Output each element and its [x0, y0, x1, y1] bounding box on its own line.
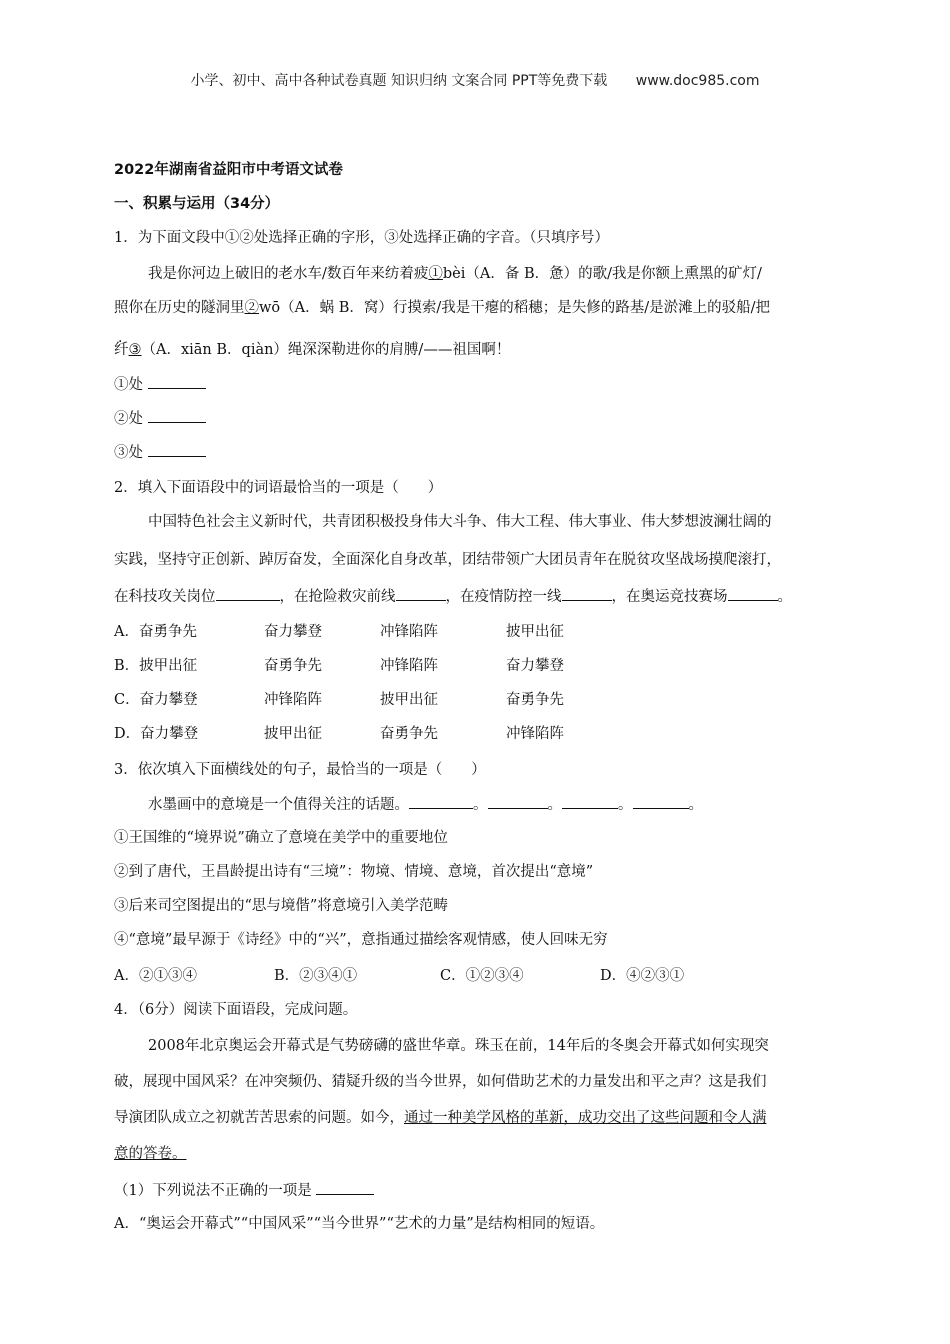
- q2-option-c[interactable]: [114, 690, 564, 710]
- q4-passage-line3: [114, 1108, 767, 1128]
- q1-p1b: bèi（A．备 B．惫）的歌/我是你额上熏黑的矿灯/: [442, 266, 762, 282]
- page-header: [0, 70, 950, 90]
- q4-p3a: 导演团队成立之初就苦苦思索的问题。如今，: [114, 1110, 404, 1126]
- q3-blank-2[interactable]: [488, 794, 548, 809]
- q4-sub1: [114, 1180, 374, 1201]
- exam-title: 2022年湖南省益阳市中考语文试卷: [114, 162, 343, 178]
- q2-option-c-3: 披甲出征: [380, 692, 438, 708]
- q1-answer-3: [114, 442, 206, 463]
- q1-passage-line2: [114, 298, 770, 318]
- q2-p3c: ，在疫情防控一线: [445, 589, 562, 605]
- q3-option-c[interactable]: C．①②③④: [440, 968, 524, 984]
- q2-blank-4[interactable]: [728, 586, 778, 601]
- q3-p1: 水墨画中的意境是一个值得关注的话题。: [148, 797, 409, 813]
- q2-option-b[interactable]: [114, 656, 564, 676]
- q1-stem: 1．为下面文段中①②处选择正确的字形，③处选择正确的字音。（只填序号）: [114, 230, 609, 246]
- q3-sentence-4: ④“意境”最早源于《诗经》中的“兴”，意指通过描绘客观情感，使人回味无穷: [114, 932, 608, 948]
- q1-answer-blank-2[interactable]: [148, 408, 206, 423]
- q1-answer-blank-1[interactable]: [148, 374, 206, 389]
- q1-mark3: ③: [128, 342, 142, 358]
- q1-p2b: wō（A．蜗 B．窝）行摸索/我是干瘪的稻穗；是失修的路基/是淤滩上的驳船/把: [259, 300, 771, 316]
- q1-passage-line3: [114, 340, 510, 360]
- q3-sentence-2: ②到了唐代，王昌龄提出诗有“三境”：物境、情境、意境，首次提出“意境”: [114, 864, 594, 880]
- q3-blank-3[interactable]: [562, 794, 618, 809]
- q1-p1: 我是你河边上破旧的老水车/数百年来纺着疲: [148, 266, 429, 282]
- q2-option-c-1: C．奋力攀登: [114, 692, 198, 708]
- q1-mark1: ①: [428, 266, 443, 282]
- q2-option-d-4: 冲锋陷阵: [506, 726, 564, 742]
- q2-passage-line3: [114, 586, 792, 607]
- section-heading: 一、积累与运用（34分）: [114, 196, 280, 212]
- q1-answer-label-1: ①处: [114, 377, 143, 393]
- q1-answer-label-2: ②处: [114, 411, 143, 427]
- q2-blank-2[interactable]: [396, 586, 446, 601]
- q2-blank-3[interactable]: [562, 586, 612, 601]
- q1-answer-2: [114, 408, 206, 429]
- q3-stem: 3．依次填入下面横线处的句子，最恰当的一项是（ ）: [114, 762, 486, 778]
- q2-stem: 2．填入下面语段中的词语最恰当的一项是（ ）: [114, 480, 443, 496]
- q1-passage-line1: [148, 264, 762, 284]
- q3-option-b[interactable]: B．②③④①: [274, 968, 358, 984]
- q2-option-d-3: 奋勇争先: [380, 726, 438, 742]
- q2-option-a-2: 奋力攀登: [264, 624, 322, 640]
- q4-passage-line4: [114, 1144, 187, 1164]
- q2-option-a-3: 冲锋陷阵: [380, 624, 438, 640]
- q3-sentence-3: ③后来司空图提出的“思与境偕”将意境引入美学范畴: [114, 898, 448, 914]
- q3-options: [114, 966, 684, 986]
- q2-option-b-1: B．披甲出征: [114, 658, 198, 674]
- q2-option-c-2: 冲锋陷阵: [264, 692, 322, 708]
- q4-passage-line1: 2008年北京奥运会开幕式是气势磅礴的盛世华章。珠玉在前，14年后的冬奥会开幕式如何实现突: [148, 1038, 769, 1054]
- q3-blank-4[interactable]: [633, 794, 689, 809]
- q2-option-b-3: 冲锋陷阵: [380, 658, 438, 674]
- q4-passage-line2: 破，展现中国风采？在冲突频仍、猜疑升级的当今世界，如何借助艺术的力量发出和平之声？这是我们: [114, 1074, 767, 1090]
- q2-passage-line2: 实践，坚持守正创新、踔厉奋发，全面深化自身改革，团结带领广大团员青年在脱贫攻坚战场摸爬滚打，: [114, 552, 781, 568]
- q2-option-b-4: 奋力攀登: [506, 658, 564, 674]
- q3-blank-1[interactable]: [409, 794, 473, 809]
- q3-passage: 水墨画中的意境是一个值得关注的话题。 。 。 。 。: [148, 794, 703, 815]
- q2-p3b: ，在抢险救灾前线: [279, 589, 396, 605]
- q2-option-d-2: 披甲出征: [264, 726, 322, 742]
- q4-sub1-label: （1）下列说法不正确的一项是: [114, 1183, 312, 1199]
- q2-passage-line1: 中国特色社会主义新时代，共青团积极投身伟大斗争、伟大工程、伟大事业、伟大梦想波澜壮阔的: [148, 514, 772, 530]
- q1-p3b: （A．xiān B．qiàn）绳深深勒进你的肩膊/——祖国啊！: [141, 342, 511, 358]
- q2-option-d[interactable]: [114, 724, 564, 744]
- q2-option-d-1: D．奋力攀登: [114, 726, 199, 742]
- q3-option-d[interactable]: D．④②③①: [600, 968, 685, 984]
- header-site[interactable]: www.doc985.com: [635, 73, 760, 89]
- q2-p3a: 在科技攻关岗位: [114, 589, 216, 605]
- q4-underlined-2: 意的答卷。: [114, 1146, 187, 1162]
- q2-p3d: ，在奥运竞技赛场: [611, 589, 728, 605]
- q1-p2: 照你在历史的隧洞里: [114, 300, 245, 316]
- q2-blank-1[interactable]: [216, 586, 280, 601]
- q4-underlined-1: 通过一种美学风格的革新，成功交出了这些问题和令人满: [404, 1110, 767, 1126]
- q2-option-c-4: 奋勇争先: [506, 692, 564, 708]
- q4-sub1-blank[interactable]: [316, 1180, 374, 1195]
- q1-answer-1: [114, 374, 206, 395]
- q3-option-a[interactable]: A．②①③④: [114, 968, 197, 984]
- q2-option-a[interactable]: [114, 622, 564, 642]
- q1-p3a: 纤: [114, 342, 129, 358]
- q1-answer-label-3: ③处: [114, 445, 143, 461]
- header-text: 小学、初中、高中各种试卷真题 知识归纳 文案合同 PPT等免费下载: [190, 73, 608, 89]
- q2-p3e: 。: [777, 589, 792, 605]
- q1-answer-blank-3[interactable]: [148, 442, 206, 457]
- q3-sentence-1: ①王国维的“境界说”确立了意境在美学中的重要地位: [114, 830, 448, 846]
- q2-option-b-2: 奋勇争先: [264, 658, 322, 674]
- q4-option-a[interactable]: A．“奥运会开幕式”“中国风采”“当今世界”“艺术的力量”是结构相同的短语。: [114, 1216, 605, 1232]
- q2-option-a-4: 披甲出征: [506, 624, 564, 640]
- q2-option-a-1: A．奋勇争先: [114, 624, 197, 640]
- q4-stem: 4．（6分）阅读下面语段，完成问题。: [114, 1002, 358, 1018]
- q1-mark2: ②: [244, 300, 259, 316]
